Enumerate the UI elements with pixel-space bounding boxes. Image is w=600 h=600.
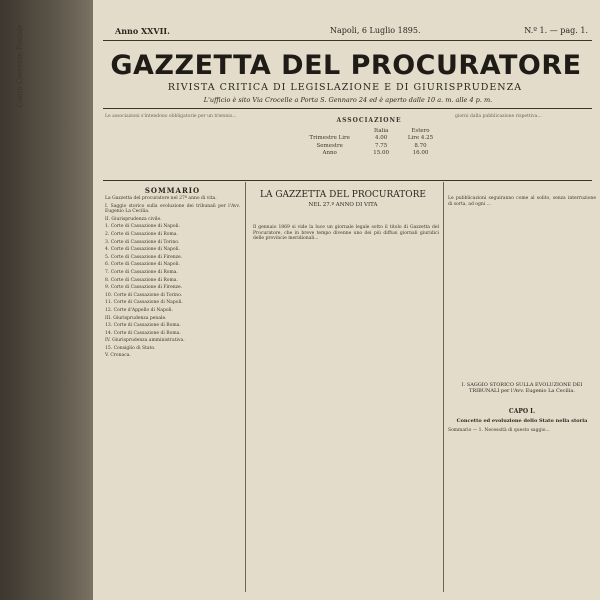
right-text-1: Le pubblicazioni seguiranno come al solito, senza interruzione di sorta, ad ogni ... xyxy=(448,196,596,207)
sommario-list xyxy=(105,196,240,576)
issue-number: N.º 1. — pag. 1. xyxy=(524,26,588,35)
association-heading: ASSOCIAZIONE xyxy=(336,117,402,124)
right-column-text xyxy=(448,196,596,326)
masthead-title: GAZZETTA DEL PROCURATORE xyxy=(110,50,582,81)
list-item: V. Cronaca. xyxy=(105,353,131,359)
list-item: 6. Corte di Cassazione di Napoli. xyxy=(105,262,180,268)
row-estero: 16.00 xyxy=(412,150,429,157)
article-header xyxy=(253,190,433,208)
list-item: 3. Corte di Cassazione di Torino. xyxy=(105,239,180,245)
list-item: 13. Corte di Cassazione di Roma. xyxy=(105,323,181,329)
list-item: II. Giurisprudenza civile. xyxy=(105,216,162,222)
masthead-rule xyxy=(103,108,592,109)
spine-label: Conto Corrente Postale xyxy=(16,24,24,108)
article-title: LA GAZZETTA DEL PROCURATORE xyxy=(260,190,426,200)
notice-right-text: giorni dalla pubblicazione rispettiva... xyxy=(455,114,542,119)
section-rule xyxy=(103,180,592,181)
table-row xyxy=(294,135,444,143)
list-item: 10. Corte di Cassazione di Torino. xyxy=(105,292,183,298)
table-row xyxy=(294,150,444,158)
notice-left-text: Le associazioni s'intendono obbligatorie per un triennio... xyxy=(105,114,237,119)
article-subtitle: NEL 27.º ANNO DI VITA xyxy=(308,202,378,208)
association-box xyxy=(289,118,449,158)
col-italia: Italia xyxy=(373,127,389,134)
column-divider xyxy=(245,182,246,592)
row-estero: Lire 4.25 xyxy=(407,135,434,142)
list-item: 9. Corte di Cassazione di Firenze. xyxy=(105,285,183,291)
table-row xyxy=(294,143,444,151)
list-item: 11. Corte di Cassazione di Napoli. xyxy=(105,300,183,306)
row-label: Trimestre Lire xyxy=(309,135,350,142)
list-item: 5. Corte di Cassazione di Firenze. xyxy=(105,254,183,260)
list-item: 14. Corte di Cassazione di Roma. xyxy=(105,330,181,336)
list-item: I. Saggio storico sulla evoluzione dei tribunali per l'Avv. Eugenio La Cecilia. xyxy=(105,203,240,215)
header-line xyxy=(115,26,588,38)
sommario-heading: SOMMARIO xyxy=(144,186,201,195)
row-label: Semestre xyxy=(316,142,343,149)
masthead-subtitle: RIVISTA CRITICA DI LEGISLAZIONE E DI GIURISPRUDENZA xyxy=(167,82,523,93)
row-italia: 15.00 xyxy=(373,150,390,157)
list-item: 7. Corte di Cassazione di Roma. xyxy=(105,269,178,275)
list-item: 8. Corte di Cassazione di Roma. xyxy=(105,277,178,283)
association-table xyxy=(294,128,444,158)
right-text-2: Sommario — 1. Necessità di questo saggio... xyxy=(448,428,550,433)
col-estero: Estero xyxy=(411,127,430,134)
office-notice: L'ufficio è sito Via Crocelle a Porta S. Gennaro 24 ed è aperto dalle 10 a. m. alle 4 p. m. xyxy=(203,96,493,104)
list-item: 4. Corte di Cassazione di Napoli. xyxy=(105,247,180,253)
list-item: 1. Corte di Cassazione di Napoli. xyxy=(105,224,180,230)
row-estero: 8.70 xyxy=(414,142,427,149)
list-item: 12. Corte d'Appello di Napoli. xyxy=(105,307,173,313)
sommario-intro: La Gazzetta del procuratore nel 27º anno di vita. xyxy=(105,196,217,201)
newspaper-page xyxy=(93,0,600,600)
list-item: III. Giurisprudenza penale. xyxy=(105,315,167,321)
saggio-heading: I. SAGGIO STORICO SULLA EVOLUZIONE DEI TRIBUNALI per l'Avv. Eugenio La Cecilia. xyxy=(461,382,583,394)
row-label: Anno xyxy=(322,150,337,157)
article-body xyxy=(253,225,439,585)
list-item: 15. Consiglio di Stato. xyxy=(105,345,156,351)
capo-heading: CAPO I. xyxy=(508,408,536,415)
article-text: Il gennaio 1869 si vide la luce un giornale legale sotto il titolo di Gazzetta del Procuratore, che in breve tempo divenne uno dei più diffusi giornali giuridici delle provincie meridionali... xyxy=(253,225,439,242)
capo-subheading: Concetto ed evoluzione dello Stato nella storia xyxy=(456,418,588,424)
year-label: Anno XXVII. xyxy=(115,26,170,36)
column-divider xyxy=(443,182,444,592)
publication-notice xyxy=(455,114,592,174)
list-item: 2. Corte di Cassazione di Roma. xyxy=(105,231,178,237)
header-rule xyxy=(103,40,592,41)
place-date: Napoli, 6 Luglio 1895. xyxy=(330,26,421,35)
row-italia: 4.00 xyxy=(375,135,388,142)
subscription-notice xyxy=(105,114,280,174)
row-italia: 7.75 xyxy=(375,142,388,149)
book-spine xyxy=(0,0,93,600)
capo-body xyxy=(448,428,596,593)
list-item: IV. Giurisprudenza amministrativa. xyxy=(105,338,185,344)
